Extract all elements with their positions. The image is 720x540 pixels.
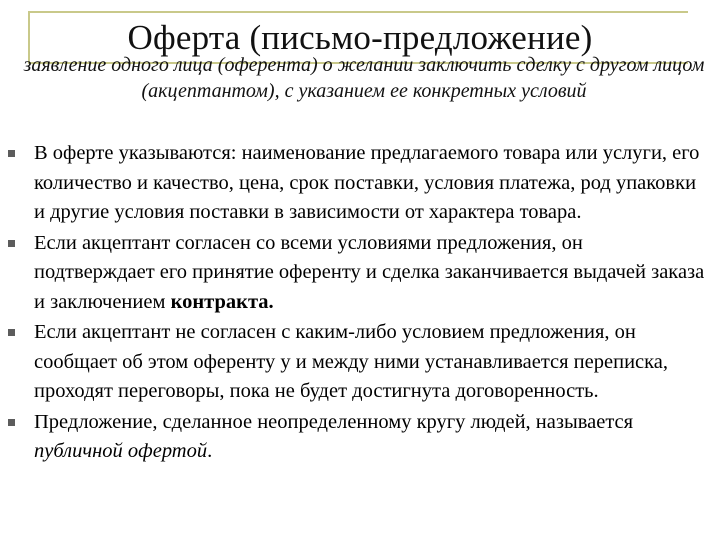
bullet-text-end: . (207, 440, 213, 462)
bullet-text: Предложение, сделанное неопределенному кругу людей, называется (34, 410, 634, 433)
bullet-item-public-offer (0, 408, 720, 467)
bullet-item-offer-contents (0, 139, 720, 228)
bullet-item-disagreement (0, 318, 720, 407)
bullet-item-acceptance (0, 229, 720, 318)
public-offer-term: публичной офертой (34, 440, 208, 462)
square-bullet-icon (8, 240, 15, 247)
square-bullet-icon (8, 419, 15, 426)
square-bullet-icon (8, 329, 15, 336)
bullet-text: В оферте указываются: наименование предлагаемого товара или услуги, его количество и качество, цена, срок поставки, условия платежа, род упаковки и другие условия поставки в зависимости от характера товара. (34, 142, 700, 223)
bullet-list (0, 139, 720, 467)
slide-title: Оферта (письмо-предложение) (127, 18, 593, 57)
definition-subtitle: заявление одного лица (оферента) о желании заключить сделку с другом лицом (акцептантом), с указанием ее конкретных условий (23, 54, 705, 102)
contract-term: контракта. (170, 290, 274, 313)
bullet-text: Если акцептант не согласен с каким-либо условием предложения, он сообщает об этом оференту у и между ними устанавливается переписка, проходят переговоры, пока не будет достигнута договоренность. (34, 321, 669, 402)
square-bullet-icon (8, 150, 15, 157)
bullet-text: Если акцептант согласен со всеми условиями предложения, он подтверждает его принятие оференту и сделка заканчивается выдачей заказа и заключением (34, 231, 705, 313)
title-frame-top-rule (28, 11, 688, 13)
